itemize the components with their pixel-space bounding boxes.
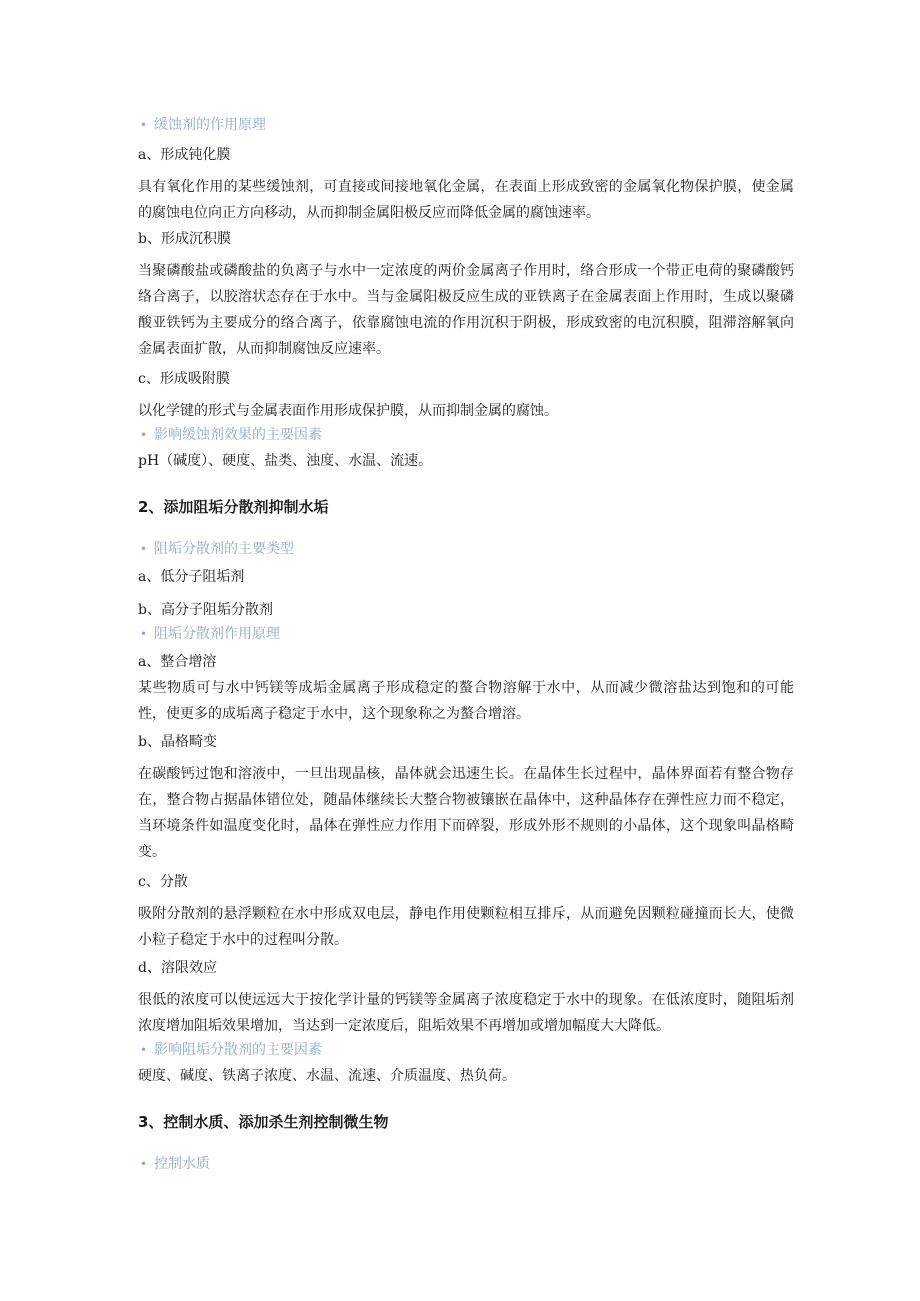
para-passivation: 具有氧化作用的某些缓蚀剂，可直接或间接地氧化金属，在表面上形成致密的金属氧化物保护膜，使金属的腐蚀电位向正方向移动，从而抑制金属阳极反应而降低金属的腐蚀速率。 [138, 179, 794, 221]
document-body [138, 112, 794, 1175]
para-lattice-distortion: 在碳酸钙过饱和溶液中，一旦出现晶核，晶体就会迅速生长。在晶体生长过程中，晶体界面若有整合物存在，整合物占据晶体错位处，随晶体继续长大整合物被镶嵌在晶体中，这种晶体存在弹性应力而不稳定，当环境条件如温度变化时，晶体在弹性应力作用下而碎裂，形成外形不规则的小晶体，这个现象叫晶格畸变。 [138, 766, 794, 860]
para-dispersant-factors: 硬度、碱度、铁离子浓度、水温、流速、介质温度、热负荷。 [138, 1068, 516, 1084]
bullet-dispersant-factors: • 影响阻垢分散剂的主要因素 [138, 1039, 794, 1061]
sub-adsorption-film: c、形成吸附膜 [138, 371, 230, 387]
bullet-dot-icon: • [140, 428, 148, 442]
bullet-dot-icon: • [140, 1157, 148, 1171]
para-dispersion: 吸附分散剂的悬浮颗粒在水中形成双电层，静电作用使颗粒相互排斥，从而避免因颗粒碰撞而长大，使微小粒子稳定于水中的过程叫分散。 [138, 906, 794, 948]
para-inhibitor-factors: pH（碱度）、硬度、盐类、浊度、水温、流速。 [138, 453, 433, 469]
bullet-dispersant-principle: • 阻垢分散剂作用原理 [138, 623, 794, 645]
para-chelation: 某些物质可与水中钙镁等成垢金属离子形成稳定的螯合物溶解于水中，从而减少微溶盐达到饱和的可能性，使更多的成垢离子稳定于水中，这个现象称之为螯合增溶。 [138, 680, 794, 722]
sub-lattice-distortion: b、晶格畸变 [138, 734, 217, 750]
sub-high-molecular: b、高分子阻垢分散剂 [138, 602, 273, 618]
sub-chelation: a、整合增溶 [138, 654, 217, 670]
sub-low-molecular: a、低分子阻垢剂 [138, 569, 245, 585]
para-threshold-effect: 很低的浓度可以使远远大于按化学计量的钙镁等金属离子浓度稳定于水中的现象。在低浓度时，随阻垢剂浓度增加阻垢效果增加，当达到一定浓度后，阻垢效果不再增加或增加幅度大大降低。 [138, 992, 794, 1034]
bullet-dot-icon: • [140, 118, 148, 132]
para-deposition: 当聚磷酸盐或磷酸盐的负离子与水中一定浓度的两价金属离子作用时，络合形成一个带正电荷的聚磷酸钙络合离子，以胶溶状态存在于水中。当与金属阳极反应生成的亚铁离子在金属表面上作用时，生成以聚磷酸亚铁钙为主要成分的络合离子，依靠腐蚀电流的作用沉积于阴极，形成致密的电沉积膜，阻滞溶解氧向金属表面扩散，从而抑制腐蚀反应速率。 [138, 263, 794, 357]
section-heading-3: 3、控制水质、添加杀生剂控制微生物 [138, 1113, 389, 1131]
bullet-dispersant-types: • 阻垢分散剂的主要类型 [138, 538, 794, 560]
sub-deposition-film: b、形成沉积膜 [138, 231, 231, 247]
para-adsorption: 以化学键的形式与金属表面作用形成保护膜，从而抑制金属的腐蚀。 [138, 403, 558, 419]
sub-threshold-effect: d、溶限效应 [138, 960, 217, 976]
bullet-inhibitor-factors: • 影响缓蚀剂效果的主要因素 [138, 424, 794, 446]
section-heading-2: 2、添加阻垢分散剂抑制水垢 [138, 498, 329, 516]
bullet-inhibitor-principle: • 缓蚀剂的作用原理 [138, 114, 794, 136]
bullet-dot-icon: • [140, 1043, 148, 1057]
bullet-water-quality: • 控制水质 [138, 1153, 794, 1175]
bullet-dot-icon: • [140, 542, 148, 556]
sub-dispersion: c、分散 [138, 874, 188, 890]
bullet-dot-icon: • [140, 627, 148, 641]
sub-passivation-film: a、形成钝化膜 [138, 147, 231, 163]
